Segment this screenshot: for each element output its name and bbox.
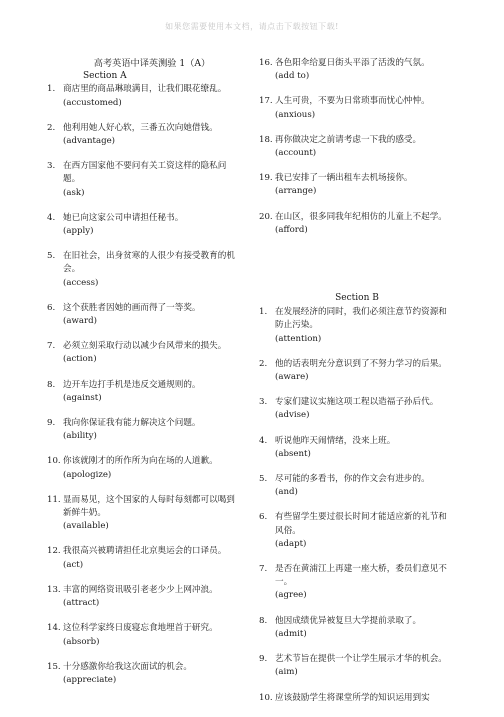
- item-number: 6.: [47, 302, 56, 313]
- item-number: 10.: [47, 456, 61, 467]
- item-number: 11.: [47, 494, 61, 505]
- item-sentence: 我已安排了一辆出租车去机场接你。: [275, 173, 413, 184]
- item-sentence: 他因成绩优异被复旦大学提前录取了。: [275, 615, 422, 626]
- item-keyword-hint: (apologize): [63, 469, 112, 480]
- item-number: 9.: [47, 418, 56, 429]
- exercise-item: [47, 212, 243, 238]
- item-number: 5.: [47, 251, 56, 262]
- item-sentence: 在山区，很多同我年纪相仿的儿童上不起学。: [275, 211, 447, 222]
- section-b-heading: Section B: [335, 293, 379, 304]
- item-sentence: 是否在黄浦江上再建一座大桥，委员们意见不一。: [275, 564, 447, 588]
- item-sentence: 在发展经济的同时，我们必须注意节约资源和防止污染。: [275, 307, 447, 331]
- item-number: 20.: [259, 211, 273, 222]
- item-sentence: 人生可贵，不要为日常琐事而忧心忡忡。: [275, 96, 430, 107]
- item-sentence: 在旧社会，出身贫寒的人很少有接受教育的机会。: [63, 251, 235, 275]
- item-sentence: 再你做决定之前请考虑一下我的感受。: [275, 134, 422, 145]
- item-sentence: 有些留学生要过很长时间才能适应新的礼节和风俗。: [275, 512, 447, 536]
- item-sentence: 商店里的商品琳琅满目，让我们眼花缭乱。: [63, 84, 227, 95]
- exercise-item: [47, 160, 243, 200]
- item-number: 19.: [259, 173, 273, 184]
- item-sentence: 专家们建议实施这项工程以造福子孙后代。: [275, 397, 439, 408]
- exercise-item: [47, 584, 243, 610]
- item-sentence: 这个获胜者因她的画而得了一等奖。: [63, 302, 201, 313]
- item-keyword-hint: (aware): [275, 372, 309, 383]
- exercise-item: [259, 358, 455, 384]
- item-keyword-hint: (aim): [275, 667, 298, 678]
- exercise-item: [259, 563, 455, 603]
- item-keyword-hint: (account): [275, 148, 317, 159]
- exercise-item: [47, 622, 243, 648]
- item-number: 2.: [259, 358, 268, 369]
- item-sentence: 显而易见，这个国家的人每时每刻都可以喝到新鲜牛奶。: [63, 494, 235, 519]
- item-keyword-hint: (attention): [275, 333, 322, 344]
- item-keyword-hint: (against): [63, 392, 102, 403]
- item-keyword-hint: (add to): [275, 71, 310, 82]
- item-number: 15.: [47, 661, 61, 672]
- item-keyword-hint: (ask): [63, 187, 85, 198]
- exercise-item: [47, 494, 243, 534]
- item-sentence: 艺术节旨在提供一个让学生展示才华的机会。: [275, 654, 447, 665]
- document-title: 高考英语中译英测验 1（A）: [93, 58, 211, 69]
- item-number: 16.: [259, 58, 273, 68]
- exercise-item: [259, 435, 455, 461]
- item-number: 1.: [47, 84, 56, 95]
- item-number: 3.: [259, 397, 268, 408]
- item-number: 18.: [259, 134, 273, 145]
- right-column: [259, 57, 455, 717]
- exercise-item: [47, 302, 243, 328]
- item-sentence: 这位科学家终日废寝忘食地埋首于研究。: [63, 623, 218, 634]
- item-keyword-hint: (action): [63, 354, 97, 365]
- item-sentence: 我向你保证我有能力解决这个问题。: [63, 418, 201, 429]
- item-number: 13.: [47, 584, 61, 595]
- item-keyword-hint: (absent): [275, 448, 311, 459]
- item-keyword-hint: (arrange): [275, 186, 317, 197]
- item-number: 8.: [47, 379, 56, 390]
- item-sentence: 丰富的网络资讯吸引老老少少上网冲浪。: [63, 584, 218, 595]
- item-keyword-hint: (available): [63, 521, 109, 532]
- item-number: 1.: [259, 307, 268, 318]
- item-keyword-hint: (act): [63, 559, 84, 570]
- exercise-item: [47, 379, 243, 405]
- item-keyword-hint: (access): [63, 277, 99, 288]
- left-column: [47, 57, 243, 699]
- item-sentence: 我很高兴被聘请担任北京奥运会的口译员。: [63, 546, 227, 557]
- exercise-item: [259, 653, 455, 679]
- item-number: 14.: [47, 623, 61, 634]
- item-number: 6.: [259, 512, 268, 523]
- exercise-item: [47, 340, 243, 366]
- item-keyword-hint: (ability): [63, 431, 97, 442]
- item-keyword-hint: (award): [63, 316, 97, 327]
- exercise-item: [259, 134, 455, 160]
- exercise-item: [259, 172, 455, 198]
- exercise-item: [259, 95, 455, 121]
- item-number: 10.: [259, 692, 273, 703]
- item-keyword-hint: (apply): [63, 226, 94, 237]
- item-sentence: 必须立刻采取行动以减少台风带来的损失。: [63, 341, 227, 352]
- exercise-item: [259, 615, 455, 641]
- item-sentence: 他利用她人好心软，三番五次向她借钱。: [63, 122, 218, 133]
- exercise-item: [259, 396, 455, 422]
- exercise-item: [259, 511, 455, 551]
- item-number: 2.: [47, 122, 56, 133]
- exercise-item: [259, 692, 455, 705]
- exercise-item: [259, 306, 455, 346]
- item-keyword-hint: (attract): [63, 598, 100, 609]
- item-sentence: 十分感激你给我这次面试的机会。: [63, 661, 192, 672]
- exercise-item: [47, 661, 243, 687]
- download-watermark: 如果您需要使用本文档，请点击下载按钮下载!: [165, 22, 339, 31]
- item-keyword-hint: (advise): [275, 410, 310, 421]
- item-keyword-hint: (afford): [275, 224, 308, 235]
- item-sentence: 应该鼓励学生将课堂所学的知识运用到实: [275, 692, 430, 703]
- item-keyword-hint: (adapt): [275, 538, 307, 549]
- section-a-list: [47, 83, 243, 687]
- exercise-item: [47, 250, 243, 290]
- item-sentence: 尽可能的多看书，你的作文会有进步的。: [275, 474, 430, 485]
- item-keyword-hint: (admit): [275, 628, 307, 639]
- exercise-item: [47, 545, 243, 571]
- item-number: 17.: [259, 96, 273, 107]
- item-sentence: 听说他昨天闹情绪，没来上班。: [275, 435, 396, 446]
- exercise-item: [47, 122, 243, 148]
- item-number: 3.: [47, 161, 56, 172]
- item-number: 8.: [259, 615, 268, 626]
- exercise-item: [259, 57, 455, 83]
- item-keyword-hint: (agree): [275, 590, 307, 601]
- item-sentence: 边开车边打手机是违反交通规则的。: [63, 379, 201, 390]
- exercise-item: [47, 417, 243, 443]
- item-sentence: 她已向这家公司申请担任秘书。: [63, 212, 184, 223]
- section-a-continued-list: [259, 57, 455, 237]
- item-number: 4.: [47, 212, 56, 223]
- exercise-item: [47, 455, 243, 481]
- item-keyword-hint: (advantage): [63, 136, 116, 147]
- item-number: 7.: [47, 341, 56, 352]
- item-keyword-hint: (appreciate): [63, 674, 117, 685]
- item-keyword-hint: (anxious): [275, 109, 316, 120]
- item-keyword-hint: (and): [275, 487, 298, 498]
- item-keyword-hint: (accustomed): [63, 97, 122, 108]
- item-number: 9.: [259, 654, 268, 665]
- item-sentence: 在西方国家他不要问有关工资这样的隐私问题。: [63, 161, 227, 185]
- section-a-heading: Section A: [83, 71, 127, 82]
- item-number: 12.: [47, 546, 61, 557]
- item-number: 5.: [259, 474, 268, 485]
- exercise-item: [259, 473, 455, 499]
- exercise-item: [47, 83, 243, 109]
- exercise-item: [259, 211, 455, 237]
- item-number: 4.: [259, 435, 268, 446]
- item-sentence: 你该就刚才的所作所为向在场的人道歉。: [63, 456, 218, 467]
- item-sentence: 各色阳伞给夏日街头平添了活泼的气氛。: [275, 58, 430, 68]
- item-number: 7.: [259, 564, 268, 575]
- item-keyword-hint: (absorb): [63, 636, 100, 647]
- section-b-list: [259, 306, 455, 704]
- item-sentence: 他的话表明充分意识到了不努力学习的后果。: [275, 358, 447, 369]
